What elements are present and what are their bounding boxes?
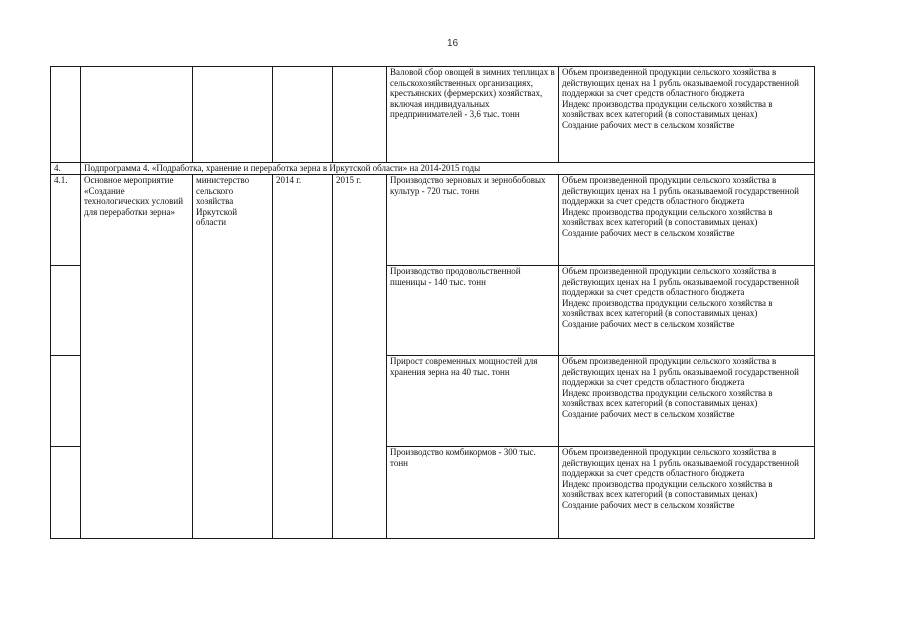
- indicator: Создание рабочих мест в сельском хозяйстве: [562, 119, 735, 130]
- cell-executor: министерство сельского хозяйства Иркутской области: [193, 175, 273, 539]
- cell-result: Производство комбикормов - 300 тыс. тонн: [387, 447, 559, 539]
- indicator: Объем произведенной продукции сельского хозяйства в действующих ценах на 1 рубль оказываемой государственной поддержки за счет средств областного бюджета: [562, 67, 799, 98]
- subprogram-row: [51, 163, 815, 175]
- cell-result: Производство зерновых и зернобобовых культур - 720 тыс. тонн: [387, 175, 559, 266]
- indicator: Создание рабочих мест в сельском хозяйстве: [562, 318, 735, 329]
- indicator: Объем произведенной продукции сельского хозяйства в действующих ценах на 1 рубль оказываемой государственной поддержки за счет средств областного бюджета: [562, 447, 799, 478]
- indicator: Индекс производства продукции сельского хозяйства в хозяйствах всех категорий (в сопоставимых ценах): [562, 206, 773, 227]
- cell-result: Производство продовольственной пшеницы - 140 тыс. тонн: [387, 266, 559, 356]
- indicator: Объем произведенной продукции сельского хозяйства в действующих ценах на 1 рубль оказываемой государственной поддержки за счет средств областного бюджета: [562, 356, 799, 387]
- cell-num: [51, 266, 81, 356]
- subprogram-title: Подпрограмма 4. «Подработка, хранение и переработка зерна в Иркутской области» на 2014-2015 годы: [81, 163, 815, 175]
- cell-result: Валовой сбор овощей в зимних теплицах в сельскохозяйственных организациях, крестьянских (фермерских) хозяйствах, включая индивидуальных предпринимателей - 3,6 тыс. тонн: [387, 67, 559, 163]
- cell-executor: [193, 67, 273, 163]
- cell-result: Прирост современных мощностей для хранения зерна на 40 тыс. тонн: [387, 356, 559, 447]
- cell-num: [51, 67, 81, 163]
- indicator: Индекс производства продукции сельского хозяйства в хозяйствах всех категорий (в сопоставимых ценах): [562, 297, 773, 318]
- indicator: Объем произведенной продукции сельского хозяйства в действующих ценах на 1 рубль оказываемой государственной поддержки за счет средств областного бюджета: [562, 266, 799, 297]
- indicator: Создание рабочих мест в сельском хозяйстве: [562, 499, 735, 510]
- cell-indicators: [559, 356, 815, 447]
- indicator: Индекс производства продукции сельского хозяйства в хозяйствах всех категорий (в сопоставимых ценах): [562, 478, 773, 499]
- cell-name: [81, 67, 193, 163]
- table-row: [51, 67, 815, 163]
- cell-indicators: [559, 266, 815, 356]
- indicator: Создание рабочих мест в сельском хозяйстве: [562, 227, 735, 238]
- indicator: Индекс производства продукции сельского хозяйства в хозяйствах всех категорий (в сопоставимых ценах): [562, 387, 773, 408]
- indicator: Объем произведенной продукции сельского хозяйства в действующих ценах на 1 рубль оказываемой государственной поддержки за счет средств областного бюджета: [562, 175, 799, 206]
- table-row: [51, 175, 815, 266]
- cell-start: [273, 67, 333, 163]
- indicator: Индекс производства продукции сельского хозяйства в хозяйствах всех категорий (в сопоставимых ценах): [562, 98, 773, 119]
- page-number: 16: [446, 38, 459, 49]
- indicator: Создание рабочих мест в сельском хозяйстве: [562, 408, 735, 419]
- cell-name: Основное мероприятие «Создание технологических условий для переработки зерна»: [81, 175, 193, 539]
- cell-num: [51, 447, 81, 539]
- cell-end: [333, 67, 387, 163]
- cell-end: 2015 г.: [333, 175, 387, 539]
- cell-indicators: [559, 447, 815, 539]
- cell-indicators: [559, 67, 815, 163]
- cell-start: 2014 г.: [273, 175, 333, 539]
- program-table: [50, 66, 815, 539]
- cell-num: 4.1.: [51, 175, 81, 266]
- cell-indicators: [559, 175, 815, 266]
- cell-num: [51, 356, 81, 447]
- subprogram-num: 4.: [51, 163, 81, 175]
